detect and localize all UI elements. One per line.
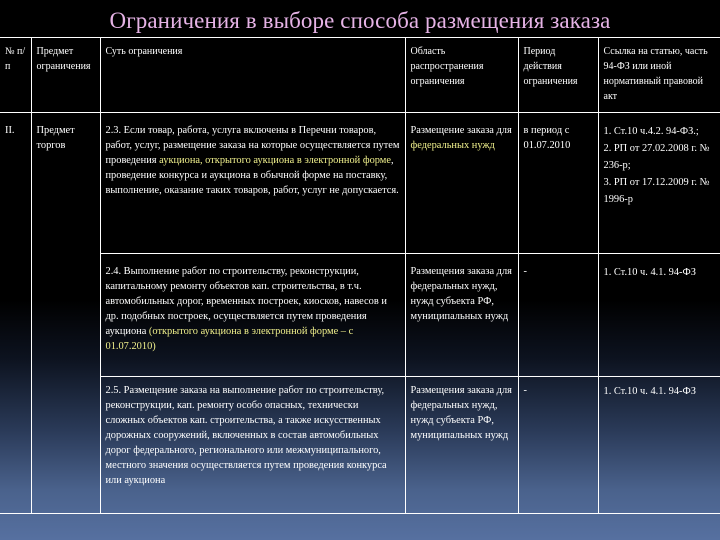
essence-highlight: (открытого аукциона в электронной форме – с 01.07.2010): [105, 326, 354, 352]
group-subject-cell: Предмет торгов: [31, 113, 100, 254]
table-row: [0, 254, 720, 377]
essence-cell: [100, 113, 405, 254]
reference-item: 2. РП от 27.02.2008 г. № 236-р;: [603, 143, 710, 171]
table-header-row: [0, 38, 720, 113]
header-essence: Суть ограничения: [100, 38, 405, 113]
essence-cell: [100, 254, 405, 377]
period-cell: -: [518, 377, 598, 514]
header-scope: Область распространения ограничения: [405, 38, 518, 113]
scope-cell: Размещения заказа для федеральных нужд, нужд субъекта РФ, муниципальных нужд: [405, 254, 518, 377]
reference-cell: [598, 113, 720, 254]
group-num-cell-cont: [0, 254, 31, 377]
reference-item: 1. Ст.10 ч. 4.1. 94-ФЗ: [603, 386, 696, 397]
header-num: № п/п: [0, 38, 31, 113]
essence-highlight: аукциона, открытого аукциона в электронной форме: [159, 155, 391, 166]
scope-text: Размещение заказа для: [410, 125, 512, 136]
group-num-cell: II.: [0, 113, 31, 254]
reference-item: 1. Ст.10 ч.4.2. 94-ФЗ.;: [603, 126, 699, 137]
restrictions-table: [0, 37, 720, 514]
reference-item: 3. РП от 17.12.2009 г. № 1996-р: [603, 177, 710, 205]
reference-cell: [598, 254, 720, 377]
table-row: [0, 113, 720, 254]
reference-item: 1. Ст.10 ч. 4.1. 94-ФЗ: [603, 267, 696, 278]
essence-text: 2.4. Выполнение работ по строительству, реконструкции, капитальному ремонту объектов кап. строительства, в т.ч. автомобильных дорог, временных построек, киосков, навесов и др. подобных построек, осуществляется путем проведения аукциона: [105, 266, 387, 337]
essence-text: 2.3. Если товар, работа, услуга включены в Перечни товаров, работ, услуг, размещение заказа на которые осуществляется путем проведения: [105, 125, 400, 166]
scope-cell: Размещения заказа для федеральных нужд, нужд субъекта РФ, муниципальных нужд: [405, 377, 518, 514]
header-subject: Предмет ограничения: [31, 38, 100, 113]
slide-title: Ограничения в выборе способа размещения заказа: [109, 8, 611, 33]
reference-cell: [598, 377, 720, 514]
group-subject-cell-cont: [31, 254, 100, 377]
header-period: Период действия ограничения: [518, 38, 598, 113]
essence-text: , проведение конкурса и аукциона в обычной форме на поставку, выполнение, оказание таких товаров, работ, услуг не допускается.: [105, 155, 399, 196]
period-cell: -: [518, 254, 598, 377]
table-row: [0, 377, 720, 514]
header-reference: Ссылка на статью, часть 94-ФЗ или иной нормативный правовой акт: [598, 38, 720, 113]
group-num-cell-cont: [0, 377, 31, 514]
scope-highlight: федеральных нужд: [410, 140, 495, 151]
scope-cell: [405, 113, 518, 254]
essence-cell: 2.5. Размещение заказа на выполнение работ по строительству, реконструкции, кап. ремонту особо опасных, технически сложных объектов кап. строительства, а также искусственных дорожных сооружений, включенных в состав автомобильных дорог федерального, регионального или межмуниципального, местного значения осуществляется путем проведения конкурса или аукциона: [100, 377, 405, 514]
group-subject-cell-cont: [31, 377, 100, 514]
period-cell: в период с 01.07.2010: [518, 113, 598, 254]
